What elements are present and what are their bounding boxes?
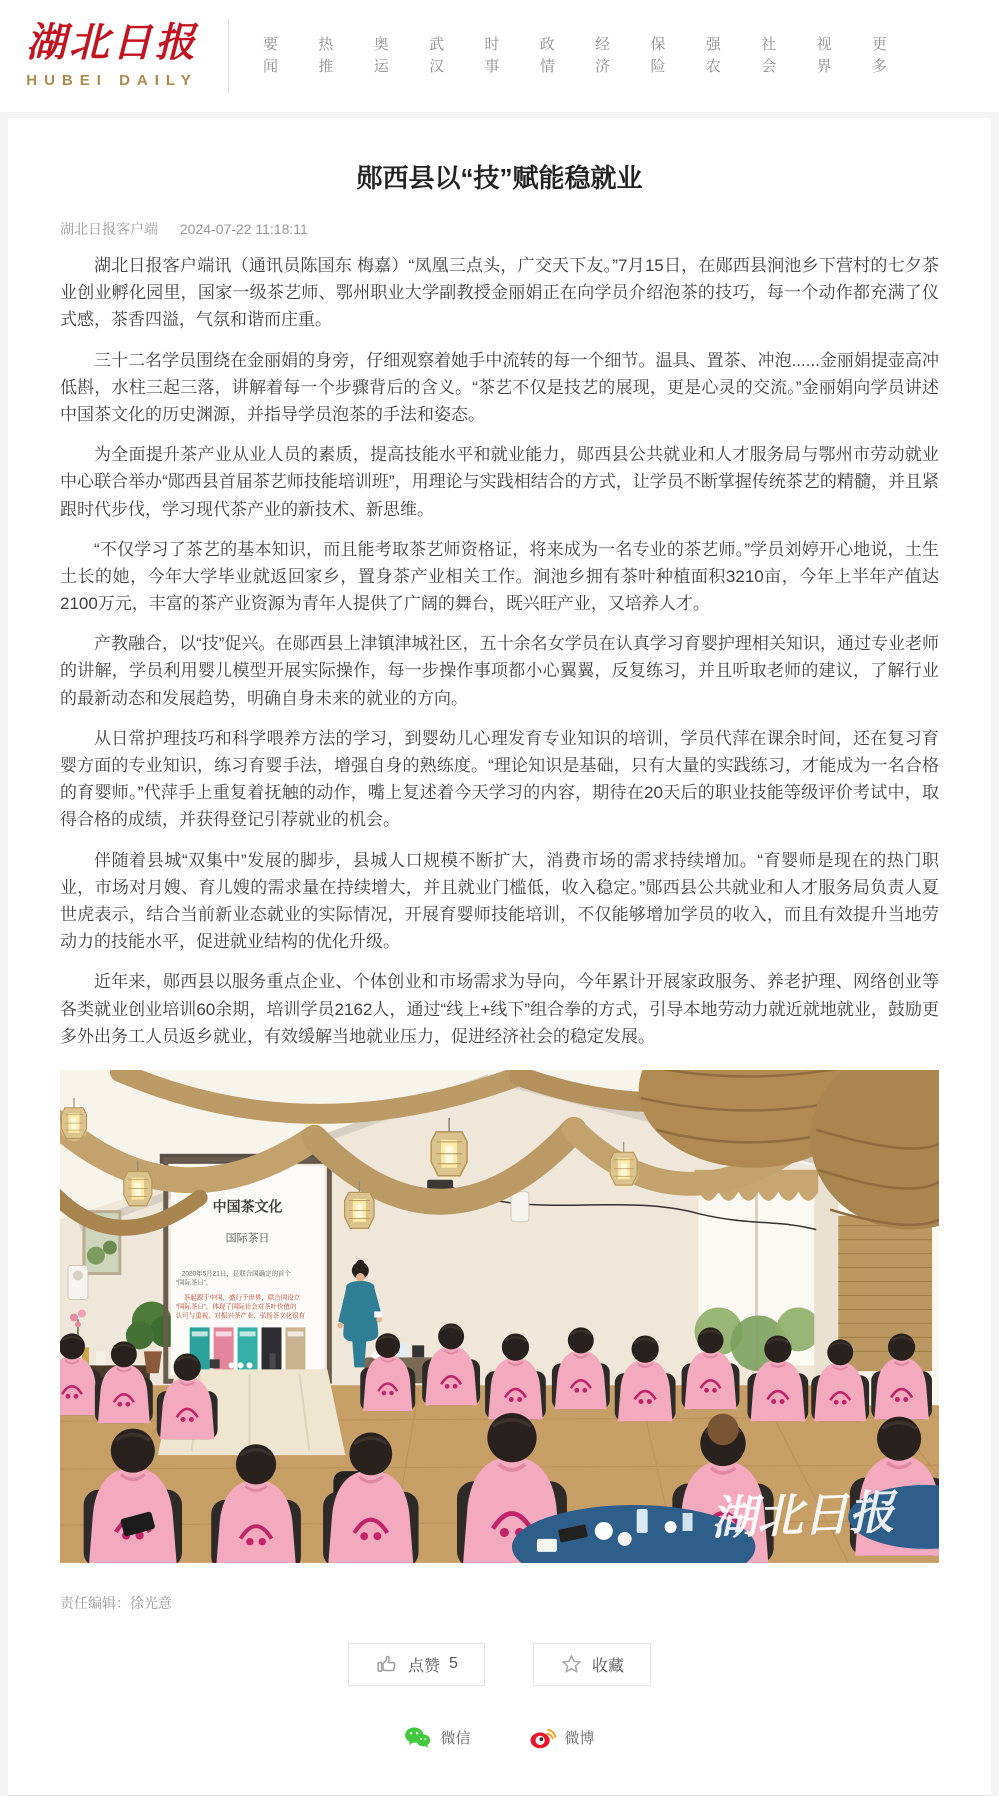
- slide-line-3: 茶起源于中国，盛行于世界，联合国设立: [183, 1294, 301, 1302]
- paragraph-2: 三十二名学员围绕在金丽娟的身旁，仔细观察着她手中流转的每一个细节。温具、置茶、冲泡......金丽娟提壶高冲低斟，水柱三起三落，讲解着每一个步骤背后的含义。“茶艺不仅是技艺的展现，更是心灵的交流。”金丽娟向学员讲述中国茶文化的历史渊源，并指导学员泡茶的手法和姿态。: [60, 350, 939, 424]
- nav-item-shijie[interactable]: 视 界: [816, 35, 832, 75]
- nav-item-shishi[interactable]: 时 事: [484, 35, 500, 75]
- slide-line-1: 2020年5月21日，是联合国确定的首个: [181, 1270, 292, 1278]
- nav-item-yaowen[interactable]: 要 闻: [263, 35, 279, 75]
- nav-item-zhengqing[interactable]: 政 情: [539, 35, 555, 75]
- article-meta: [60, 219, 939, 239]
- paragraph-8: 近年来，郧西县以服务重点企业、个体创业和市场需求为导向，今年累计开展家政服务、养老护理、网络创业等各类就业创业培训60余期，培训学员2162人，通过“线上+线下”组合拳的方式，引导本地劳动力就近就地就业，鼓励更多外出务工人员返乡就业，有效缓解当地就业压力，促进经济社会的稳定发展。: [60, 972, 939, 1046]
- photo-watermark: 湖北日报: [710, 1484, 896, 1546]
- nav-item-baoxian[interactable]: 保 险: [650, 35, 666, 75]
- weibo-label: 微博: [564, 1729, 595, 1747]
- nav-item-retui[interactable]: 热 推: [318, 35, 334, 75]
- logo-title: 湖北日报: [26, 19, 198, 66]
- favorite-label: 收藏: [591, 1657, 624, 1675]
- nav-item-jingji[interactable]: 经 济: [595, 35, 611, 75]
- paragraph-6: 从日常护理技巧和科学喂养方法的学习，到婴幼儿心理发育专业知识的培训，学员代萍在课余时间，还在复习育婴方面的专业知识，练习育婴手法，增强自身的熟练度。“理论知识是基础，只有大量的实践练习，才能成为一名合格的育婴师。”代萍手上重复着抚触的动作，嘴上复述着今天学习的内容，期待在20天后的职业技能等级评价考试中，取得合格的成绩，并获得登记引荐就业的机会。: [60, 728, 939, 830]
- main-nav: [263, 34, 999, 79]
- nav-item-aoyun[interactable]: 奥 运: [373, 35, 389, 75]
- weibo-icon: [529, 1726, 556, 1749]
- logo-subtitle: HUBEI DAILY: [26, 72, 198, 89]
- slide-line-5: 认可与重视，对振兴茶产业、弘扬茶文化很有: [175, 1312, 306, 1320]
- wall-speaker: [511, 1192, 529, 1222]
- article-body: [60, 252, 939, 1563]
- nav-item-shehui[interactable]: 社 会: [761, 35, 777, 75]
- thumbs-up-icon: [375, 1653, 399, 1675]
- paragraph-3: 为全面提升茶产业从业人员的素质，提高技能水平和就业能力，郧西县公共就业和人才服务局与鄂州市劳动就业中心联合举办“郧西县首届茶艺师技能培训班”，用理论与实践相结合的方式，让学员不断掌握传统茶艺的精髓，并且紧跟时代步伐，学习现代茶产业的新技术、新思维。: [60, 445, 939, 519]
- site-header: [0, 0, 999, 112]
- like-count: 5: [449, 1655, 458, 1673]
- article-photo: [60, 1070, 939, 1563]
- slide-subtitle: 国际茶日: [225, 1232, 270, 1245]
- share-bar: [60, 1726, 939, 1749]
- article-timestamp: 2024-07-22 11:18:11: [179, 221, 308, 237]
- slide-line-4: “国际茶日”，体现了国际社会对茶叶价值的: [175, 1303, 297, 1311]
- paragraph-7: 伴随着县城“双集中”发展的脚步，县城人口规模不断扩大，消费市场的需求持续增加。“育婴师是现在的热门职业，市场对月嫂、育儿嫂的需求量在持续增大，并且就业门槛低，收入稳定。”郧西县公共就业和人才服务局负责人夏世虎表示，结合当前新业态就业的实际情况，开展育婴师技能培训，不仅能够增加学员的收入，而且有效提升当地劳动力的技能水平，促进就业结构的优化升级。: [60, 850, 939, 952]
- like-button[interactable]: [348, 1643, 485, 1686]
- wechat-icon: [404, 1726, 431, 1749]
- wechat-label: 微信: [440, 1729, 471, 1747]
- share-wechat[interactable]: [404, 1726, 470, 1749]
- site-logo[interactable]: [26, 19, 198, 89]
- page-title: 郧西县以“技”赋能稳就业: [356, 163, 643, 193]
- article-card: [8, 118, 991, 1796]
- paragraph-4: “不仅学习了茶艺的基本知识，而且能考取茶艺师资格证，将来成为一名专业的茶艺师。”学员刘婷开心地说，土生土长的她，今年大学毕业就返回家乡，置身茶产业相关工作。涧池乡拥有茶叶种植面积3210亩，今年上半年产值达2100万元，丰富的茶产业资源为青年人提供了广阔的舞台，既兴旺产业，又培养人才。: [60, 539, 939, 614]
- share-weibo[interactable]: [529, 1726, 595, 1749]
- favorite-button[interactable]: [533, 1643, 651, 1686]
- star-icon: [560, 1653, 583, 1675]
- header-divider: [228, 19, 229, 93]
- actions-bar: [60, 1643, 939, 1686]
- editor-line: 责任编辑：徐光意: [60, 1594, 172, 1611]
- paragraph-5: 产教融合，以“技”促兴。在郧西县上津镇津城社区，五十余名女学员在认真学习育婴护理相关知识，通过专业老师的讲解，学员利用婴儿模型开展实际操作，每一步操作事项都小心翼翼，反复练习，并且听取老师的建议，了解行业的最新动态和发展趋势，明确自身未来的就业的方向。: [60, 634, 939, 708]
- paragraph-1: 湖北日报客户端讯（通讯员陈国东 梅嘉）“凤凰三点头，广交天下友。”7月15日，在郧西县涧池乡下营村的七夕茶业创业孵化园里，国家一级茶艺师、鄂州职业大学副教授金丽娟正在向学员介绍泡茶的技巧，每一个动作都充满了仪式感，茶香四溢，气氛和谐而庄重。: [60, 256, 939, 330]
- training-room-photo: [60, 1070, 939, 1563]
- slide-title: 中国茶文化: [212, 1198, 283, 1215]
- nav-item-wuhan[interactable]: 武 汉: [429, 35, 445, 75]
- nav-item-gengduo[interactable]: 更 多: [871, 35, 887, 75]
- nav-item-qiangnong[interactable]: 强 农: [705, 35, 721, 75]
- article-source: 湖北日报客户端: [60, 221, 158, 237]
- like-label: 点赞: [408, 1657, 441, 1675]
- slide-line-2: “国际茶日”。: [175, 1279, 213, 1287]
